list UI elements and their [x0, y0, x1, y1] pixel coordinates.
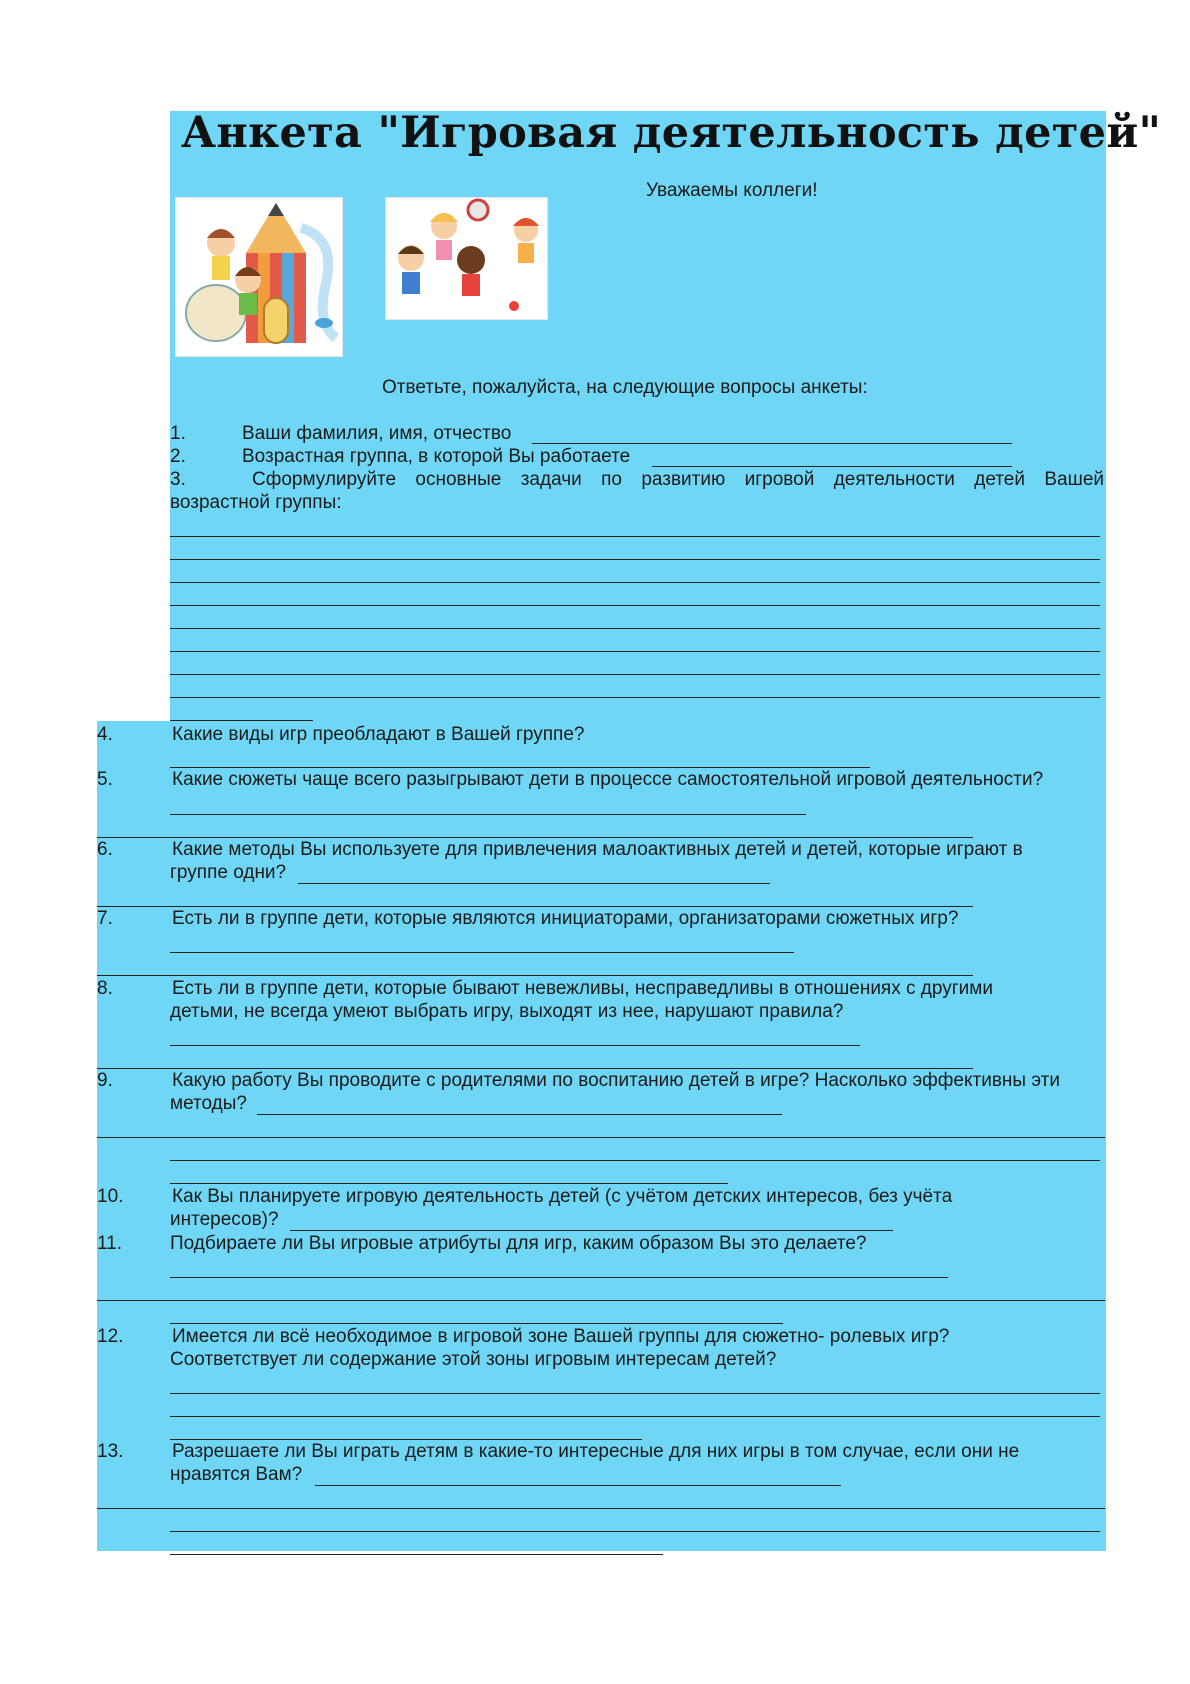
answer-line-13[interactable] — [170, 1554, 663, 1555]
question-2-text: Возрастная группа, в которой Вы работаете — [242, 446, 631, 467]
answer-line-9[interactable] — [257, 1114, 782, 1115]
question-number: 6. — [97, 839, 113, 860]
answer-line-3[interactable] — [170, 651, 1100, 652]
answer-line-7[interactable] — [170, 952, 794, 953]
question-5-text: Какие сюжеты чаще всего разыгрывают дети в процессе самостоятельной игровой деятельности? — [172, 769, 1044, 790]
answer-line-3[interactable] — [170, 536, 1100, 537]
answer-line-5[interactable] — [97, 837, 973, 838]
question-13-text: Разрешаете ли Вы играть детям в какие-то интересные для них игры в том случае, если они не — [172, 1441, 1020, 1462]
question-12-text: Имеется ли всё необходимое в игровой зоне Вашей группы для сюжетно- ролевых игр? — [172, 1326, 950, 1347]
question-8-text-continued: детьми, не всегда умеют выбрать игру, выходят из нее, нарушают правила? — [170, 1001, 844, 1022]
pencil-house-illustration — [175, 197, 343, 357]
answer-line-13[interactable] — [170, 1531, 1100, 1532]
answer-line-12[interactable] — [170, 1416, 1100, 1417]
answer-line-6[interactable] — [97, 906, 973, 907]
question-3-text-continued: возрастной группы: — [170, 492, 342, 513]
answer-line-7[interactable] — [97, 975, 973, 976]
answer-line-10[interactable] — [290, 1230, 893, 1231]
answer-line-4[interactable] — [170, 767, 870, 768]
answer-line-3[interactable] — [170, 559, 1100, 560]
question-3-text: Сформулируйте основные задачи по развитию игровой деятельности детей Вашей — [252, 469, 1104, 490]
answer-line-12[interactable] — [170, 1393, 1100, 1394]
question-number: 4. — [97, 724, 113, 745]
children-playing-ball-illustration — [385, 197, 548, 320]
answer-line-11[interactable] — [97, 1300, 1105, 1301]
answer-line-3[interactable] — [170, 582, 1100, 583]
question-number: 12. — [97, 1326, 124, 1347]
answer-line-3[interactable] — [170, 674, 1100, 675]
answer-line-9[interactable] — [97, 1137, 1105, 1138]
question-number: 3. — [170, 469, 186, 490]
question-8-text: Есть ли в группе дети, которые бывают невежливы, несправедливы в отношениях с другими — [172, 978, 993, 999]
question-13-text-continued: нравятся Вам? — [170, 1464, 303, 1485]
question-9-text: Какую работу Вы проводите с родителями по воспитанию детей в игре? Насколько эффективны эти — [172, 1070, 1060, 1091]
answer-line-12[interactable] — [170, 1439, 642, 1440]
question-6-text-continued: группе одни? — [170, 862, 287, 883]
question-10-text: Как Вы планируете игровую деятельность детей (с учётом детских интересов, без учёта — [172, 1186, 953, 1207]
question-9-text-continued: методы? — [170, 1093, 247, 1114]
question-number: 11. — [97, 1233, 123, 1254]
question-7-text: Есть ли в группе дети, которые являются инициаторами, организаторами сюжетных игр? — [172, 908, 959, 929]
answer-line-11[interactable] — [170, 1277, 948, 1278]
answer-line-6[interactable] — [298, 883, 770, 884]
answer-line-5[interactable] — [170, 814, 806, 815]
answer-line-3[interactable] — [170, 697, 1100, 698]
question-10-text-continued: интересов)? — [170, 1209, 279, 1230]
question-number: 10. — [97, 1186, 124, 1207]
question-number: 5. — [97, 769, 113, 790]
question-number: 8. — [97, 978, 113, 999]
answer-line-3[interactable] — [170, 628, 1100, 629]
question-number: 2. — [170, 446, 186, 467]
greeting-text: Уважаемы коллеги! — [646, 180, 818, 201]
question-11-text: Подбираете ли Вы игровые атрибуты для игр, каким образом Вы это делаете? — [170, 1233, 867, 1254]
question-1-text: Ваши фамилия, имя, отчество — [242, 423, 512, 444]
intro-text: Ответьте, пожалуйста, на следующие вопросы анкеты: — [382, 377, 868, 398]
answer-line-13[interactable] — [97, 1508, 1105, 1509]
question-number: 13. — [97, 1441, 124, 1462]
answer-line-8[interactable] — [170, 1045, 860, 1046]
answer-line-8[interactable] — [97, 1068, 973, 1069]
question-6-text: Какие методы Вы используете для привлечения малоактивных детей и детей, которые играют в — [172, 839, 1023, 860]
answer-line-11[interactable] — [170, 1323, 783, 1324]
question-number: 9. — [97, 1070, 113, 1091]
answer-line-9[interactable] — [170, 1183, 728, 1184]
question-number: 7. — [97, 908, 113, 929]
question-4-text: Какие виды игр преобладают в Вашей группе? — [172, 724, 585, 745]
answer-line-3[interactable] — [170, 605, 1100, 606]
question-number: 1. — [170, 423, 186, 444]
answer-line-9[interactable] — [170, 1160, 1100, 1161]
question-12-text-continued: Соответствует ли содержание этой зоны игровым интересам детей? — [170, 1349, 777, 1370]
page-title: Анкета "Игровая деятельность детей" — [181, 108, 1162, 158]
answer-line-13[interactable] — [315, 1485, 841, 1486]
answer-line-1[interactable] — [532, 443, 1012, 444]
answer-line-2[interactable] — [652, 466, 1012, 467]
answer-line-3[interactable] — [170, 720, 313, 721]
